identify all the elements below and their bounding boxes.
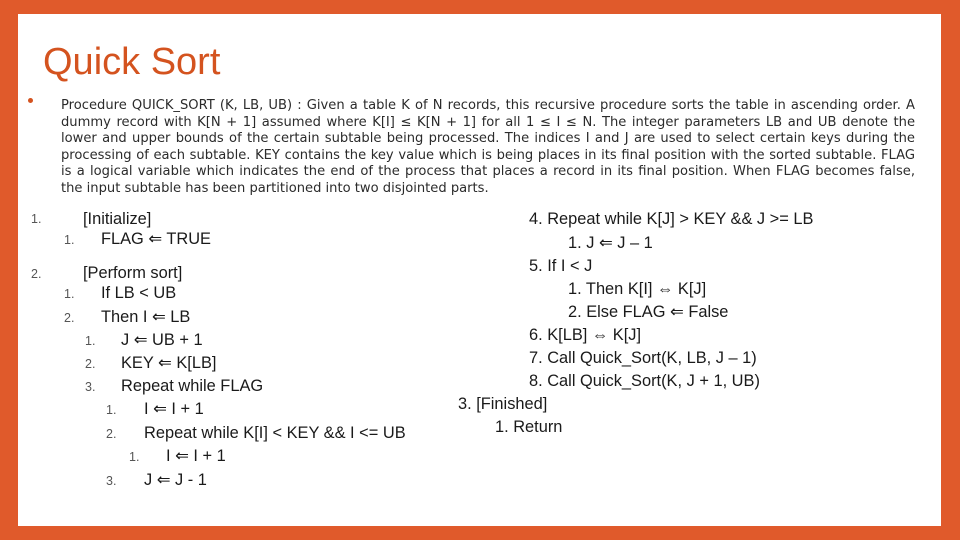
step-key: KEY ⇐ K[LB] — [121, 354, 217, 372]
step-i-increment: I ⇐ I + 1 — [144, 400, 204, 418]
step-repeat-flag: Repeat while FLAG — [121, 377, 264, 395]
step-call-left: 7. Call Quick_Sort(K, LB, J – 1) — [529, 349, 757, 367]
step-number: 1. — [64, 287, 75, 301]
step-number: 2. — [31, 267, 42, 281]
step-number: 3. — [85, 380, 96, 394]
step-number: 1. — [64, 233, 75, 247]
step-number: 3. — [106, 474, 117, 488]
step-if-lb-ub: If LB < UB — [101, 284, 177, 302]
step-swap-klb-kj: 6. K[LB] ⇔ K[J] — [529, 326, 642, 344]
slide — [18, 14, 941, 526]
step-number: 1. — [85, 334, 96, 348]
step-else-flag-false: 2. Else FLAG ⇐ False — [568, 303, 729, 321]
procedure-description: Procedure QUICK_SORT (K, LB, UB) : Given a table K of N records, this recursive procedure sorts the table in ascending order. A dummy record with K[N + 1] assumed where K[I] ≤ K[N + 1] for all 1 ≤ I ≤ N. The integer parameters LB and UB denote the lower and upper bounds of the certain subtable being processed. The indices I and J are used to select certain keys during the processing of each subtable. KEY contains the key value which is being places in its final position with the sorted subtable. FLAG is a logical variable which indicates the end of the process that places a record in its final position. When FLAG becomes false, the input subtable has been partitioned into two disjointed parts. — [61, 98, 915, 196]
step-number: 2. — [64, 311, 75, 325]
step-repeat-kj-key: 4. Repeat while K[J] > KEY && J >= LB — [529, 210, 814, 228]
step-j-ub: J ⇐ UB + 1 — [121, 331, 203, 349]
step-flag-true: FLAG ⇐ TRUE — [101, 230, 211, 248]
step-initialize: [Initialize] — [83, 210, 152, 228]
step-number: 1. — [31, 212, 42, 226]
slide-title: Quick Sort — [43, 41, 221, 83]
step-call-right: 8. Call Quick_Sort(K, J + 1, UB) — [529, 372, 760, 390]
step-number: 2. — [106, 427, 117, 441]
step-j-decrement: J ⇐ J - 1 — [144, 471, 207, 489]
step-then-i-lb: Then I ⇐ LB — [101, 308, 191, 326]
step-number: 2. — [85, 357, 96, 371]
step-finished: 3. [Finished] — [458, 395, 548, 413]
step-j-decrement-right: 1. J ⇐ J – 1 — [568, 234, 653, 252]
step-return: 1. Return — [495, 418, 563, 436]
step-number: 1. — [129, 450, 140, 464]
step-number: 1. — [106, 403, 117, 417]
step-i-increment-inner: I ⇐ I + 1 — [166, 447, 226, 465]
step-swap-ki-kj: 1. Then K[I] ⇔ K[J] — [568, 280, 707, 298]
bullet-dot-icon — [28, 98, 33, 103]
step-if-i-j: 5. If I < J — [529, 257, 593, 275]
step-perform-sort: [Perform sort] — [83, 264, 183, 282]
step-repeat-ki-key: Repeat while K[I] < KEY && I <= UB — [144, 424, 406, 442]
